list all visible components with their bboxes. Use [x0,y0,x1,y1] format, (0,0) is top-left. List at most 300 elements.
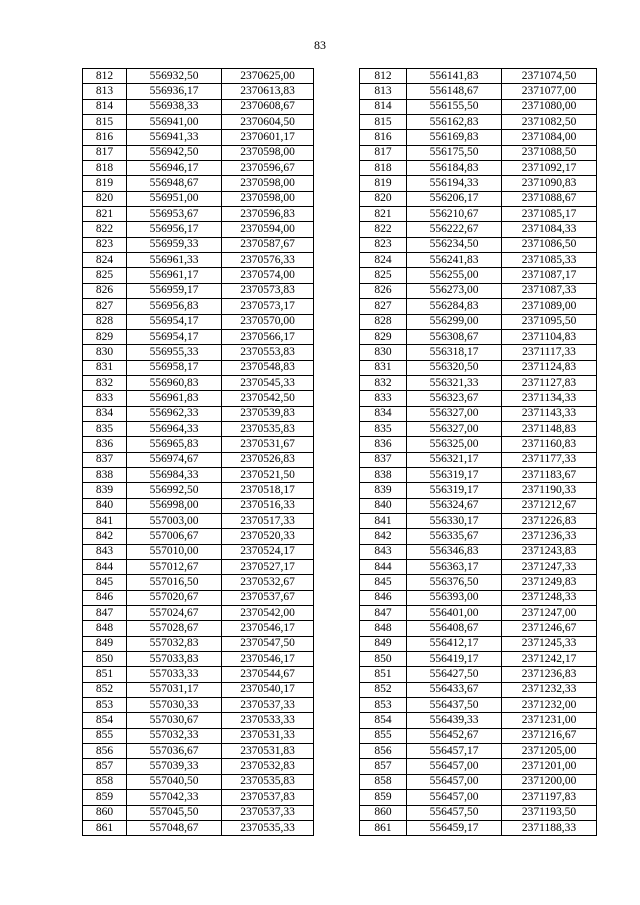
left-point-number-cell: 847 [83,606,127,621]
table-row [83,299,597,314]
right-point-number-cell: 842 [360,529,407,544]
left-point-number-cell: 823 [83,237,127,252]
right-point-number-cell: 860 [360,805,407,820]
left-y-coordinate-cell: 2370587,67 [222,237,314,252]
right-x-coordinate-cell: 556206,17 [407,191,502,206]
right-x-coordinate-cell: 556321,33 [407,375,502,390]
right-x-coordinate-cell: 556324,67 [407,498,502,513]
column-gap [314,69,360,84]
table-row [83,467,597,482]
left-y-coordinate-cell: 2370601,17 [222,130,314,145]
table-row [83,667,597,682]
column-gap [314,682,360,697]
right-point-number-cell: 848 [360,621,407,636]
right-point-number-cell: 829 [360,329,407,344]
right-y-coordinate-cell: 2371134,33 [502,391,597,406]
left-y-coordinate-cell: 2370535,83 [222,774,314,789]
left-point-number-cell: 828 [83,314,127,329]
table-row [83,498,597,513]
column-gap [314,360,360,375]
left-y-coordinate-cell: 2370598,00 [222,145,314,160]
left-y-coordinate-cell: 2370533,33 [222,713,314,728]
table-row [83,268,597,283]
left-y-coordinate-cell: 2370532,67 [222,575,314,590]
left-y-coordinate-cell: 2370527,17 [222,560,314,575]
left-point-number-cell: 841 [83,513,127,528]
left-point-number-cell: 812 [83,69,127,84]
left-y-coordinate-cell: 2370574,00 [222,268,314,283]
right-x-coordinate-cell: 556327,00 [407,406,502,421]
left-x-coordinate-cell: 557033,33 [127,667,222,682]
left-x-coordinate-cell: 557028,67 [127,621,222,636]
left-x-coordinate-cell: 556974,67 [127,452,222,467]
left-y-coordinate-cell: 2370548,83 [222,360,314,375]
table-row [83,207,597,222]
column-gap [314,498,360,513]
left-y-coordinate-cell: 2370613,83 [222,84,314,99]
left-x-coordinate-cell: 556962,33 [127,406,222,421]
right-x-coordinate-cell: 556241,83 [407,253,502,268]
left-point-number-cell: 840 [83,498,127,513]
right-y-coordinate-cell: 2371197,83 [502,790,597,805]
table-row [83,375,597,390]
left-y-coordinate-cell: 2370544,67 [222,667,314,682]
right-point-number-cell: 836 [360,437,407,452]
left-point-number-cell: 861 [83,820,127,835]
right-point-number-cell: 853 [360,698,407,713]
left-point-number-cell: 842 [83,529,127,544]
right-x-coordinate-cell: 556319,17 [407,467,502,482]
right-x-coordinate-cell: 556330,17 [407,513,502,528]
right-point-number-cell: 830 [360,345,407,360]
column-gap [314,774,360,789]
right-y-coordinate-cell: 2371242,17 [502,652,597,667]
column-gap [314,529,360,544]
column-gap [314,667,360,682]
right-y-coordinate-cell: 2371104,83 [502,329,597,344]
left-y-coordinate-cell: 2370546,17 [222,621,314,636]
table-row [83,253,597,268]
left-x-coordinate-cell: 557003,00 [127,513,222,528]
table-row [83,222,597,237]
column-gap [314,207,360,222]
right-y-coordinate-cell: 2371232,00 [502,698,597,713]
right-x-coordinate-cell: 556346,83 [407,544,502,559]
left-point-number-cell: 860 [83,805,127,820]
right-point-number-cell: 812 [360,69,407,84]
table-row [83,621,597,636]
left-y-coordinate-cell: 2370545,33 [222,375,314,390]
right-point-number-cell: 835 [360,421,407,436]
left-y-coordinate-cell: 2370517,33 [222,513,314,528]
right-y-coordinate-cell: 2371248,33 [502,590,597,605]
left-y-coordinate-cell: 2370540,17 [222,682,314,697]
left-y-coordinate-cell: 2370531,67 [222,437,314,452]
right-point-number-cell: 821 [360,207,407,222]
right-y-coordinate-cell: 2371127,83 [502,375,597,390]
column-gap [314,513,360,528]
right-y-coordinate-cell: 2371089,00 [502,299,597,314]
right-point-number-cell: 855 [360,728,407,743]
right-y-coordinate-cell: 2371084,33 [502,222,597,237]
left-point-number-cell: 853 [83,698,127,713]
left-x-coordinate-cell: 557039,33 [127,759,222,774]
table-row [83,759,597,774]
table-row [83,69,597,84]
left-point-number-cell: 850 [83,652,127,667]
right-y-coordinate-cell: 2371085,17 [502,207,597,222]
column-gap [314,483,360,498]
table-row [83,652,597,667]
left-x-coordinate-cell: 556954,17 [127,314,222,329]
left-x-coordinate-cell: 557032,83 [127,636,222,651]
left-point-number-cell: 833 [83,391,127,406]
right-y-coordinate-cell: 2371087,17 [502,268,597,283]
left-x-coordinate-cell: 556998,00 [127,498,222,513]
column-gap [314,744,360,759]
left-x-coordinate-cell: 556932,50 [127,69,222,84]
right-x-coordinate-cell: 556321,17 [407,452,502,467]
right-y-coordinate-cell: 2371246,67 [502,621,597,636]
left-x-coordinate-cell: 556960,83 [127,375,222,390]
table-row [83,437,597,452]
column-gap [314,621,360,636]
column-gap [314,161,360,176]
left-x-coordinate-cell: 557040,50 [127,774,222,789]
right-point-number-cell: 843 [360,544,407,559]
table-row [83,636,597,651]
right-x-coordinate-cell: 556419,17 [407,652,502,667]
column-gap [314,606,360,621]
right-point-number-cell: 851 [360,667,407,682]
left-y-coordinate-cell: 2370537,33 [222,698,314,713]
right-x-coordinate-cell: 556457,00 [407,790,502,805]
left-x-coordinate-cell: 557010,00 [127,544,222,559]
left-point-number-cell: 835 [83,421,127,436]
right-x-coordinate-cell: 556141,83 [407,69,502,84]
right-x-coordinate-cell: 556325,00 [407,437,502,452]
right-y-coordinate-cell: 2371216,67 [502,728,597,743]
left-x-coordinate-cell: 557020,67 [127,590,222,605]
table-row [83,237,597,252]
right-y-coordinate-cell: 2371160,83 [502,437,597,452]
table-row [83,513,597,528]
right-point-number-cell: 819 [360,176,407,191]
left-y-coordinate-cell: 2370594,00 [222,222,314,237]
right-y-coordinate-cell: 2371249,83 [502,575,597,590]
table-row [83,698,597,713]
column-gap [314,99,360,114]
column-gap [314,467,360,482]
table-row [83,84,597,99]
left-y-coordinate-cell: 2370537,33 [222,805,314,820]
left-y-coordinate-cell: 2370573,83 [222,283,314,298]
right-y-coordinate-cell: 2371201,00 [502,759,597,774]
column-gap [314,130,360,145]
right-point-number-cell: 849 [360,636,407,651]
right-x-coordinate-cell: 556363,17 [407,560,502,575]
left-point-number-cell: 852 [83,682,127,697]
table-row [83,774,597,789]
table-row [83,283,597,298]
left-y-coordinate-cell: 2370539,83 [222,406,314,421]
left-point-number-cell: 831 [83,360,127,375]
left-point-number-cell: 821 [83,207,127,222]
right-x-coordinate-cell: 556376,50 [407,575,502,590]
right-y-coordinate-cell: 2371243,83 [502,544,597,559]
right-point-number-cell: 854 [360,713,407,728]
right-x-coordinate-cell: 556452,67 [407,728,502,743]
left-x-coordinate-cell: 557032,33 [127,728,222,743]
left-y-coordinate-cell: 2370532,83 [222,759,314,774]
left-point-number-cell: 849 [83,636,127,651]
left-x-coordinate-cell: 557016,50 [127,575,222,590]
right-y-coordinate-cell: 2371200,00 [502,774,597,789]
left-x-coordinate-cell: 556965,83 [127,437,222,452]
right-point-number-cell: 846 [360,590,407,605]
right-y-coordinate-cell: 2371080,00 [502,99,597,114]
left-point-number-cell: 827 [83,299,127,314]
column-gap [314,805,360,820]
right-x-coordinate-cell: 556335,67 [407,529,502,544]
right-x-coordinate-cell: 556255,00 [407,268,502,283]
page-number: 83 [314,38,326,52]
left-point-number-cell: 819 [83,176,127,191]
right-point-number-cell: 832 [360,375,407,390]
left-x-coordinate-cell: 557045,50 [127,805,222,820]
table-row [83,314,597,329]
left-point-number-cell: 815 [83,115,127,130]
left-point-number-cell: 832 [83,375,127,390]
left-point-number-cell: 844 [83,560,127,575]
right-point-number-cell: 813 [360,84,407,99]
right-point-number-cell: 816 [360,130,407,145]
left-y-coordinate-cell: 2370542,50 [222,391,314,406]
table-row [83,145,597,160]
left-x-coordinate-cell: 557030,33 [127,698,222,713]
right-y-coordinate-cell: 2371212,67 [502,498,597,513]
left-y-coordinate-cell: 2370526,83 [222,452,314,467]
left-y-coordinate-cell: 2370608,67 [222,99,314,114]
left-x-coordinate-cell: 557031,17 [127,682,222,697]
right-y-coordinate-cell: 2371090,83 [502,176,597,191]
left-point-number-cell: 854 [83,713,127,728]
left-x-coordinate-cell: 557033,83 [127,652,222,667]
right-y-coordinate-cell: 2371148,83 [502,421,597,436]
right-point-number-cell: 822 [360,222,407,237]
coordinates-table [82,68,597,836]
left-y-coordinate-cell: 2370535,33 [222,820,314,835]
left-x-coordinate-cell: 556959,17 [127,283,222,298]
left-point-number-cell: 830 [83,345,127,360]
right-y-coordinate-cell: 2371183,67 [502,467,597,482]
right-x-coordinate-cell: 556234,50 [407,237,502,252]
column-gap [314,176,360,191]
left-x-coordinate-cell: 556936,17 [127,84,222,99]
right-x-coordinate-cell: 556320,50 [407,360,502,375]
column-gap [314,237,360,252]
left-y-coordinate-cell: 2370596,67 [222,161,314,176]
table-row [83,544,597,559]
left-x-coordinate-cell: 556946,17 [127,161,222,176]
right-y-coordinate-cell: 2371088,50 [502,145,597,160]
left-x-coordinate-cell: 557042,33 [127,790,222,805]
table-row [83,790,597,805]
table-row [83,575,597,590]
right-x-coordinate-cell: 556194,33 [407,176,502,191]
right-point-number-cell: 857 [360,759,407,774]
left-point-number-cell: 834 [83,406,127,421]
left-point-number-cell: 820 [83,191,127,206]
right-y-coordinate-cell: 2371236,83 [502,667,597,682]
left-y-coordinate-cell: 2370598,00 [222,176,314,191]
right-point-number-cell: 820 [360,191,407,206]
right-y-coordinate-cell: 2371231,00 [502,713,597,728]
left-y-coordinate-cell: 2370566,17 [222,329,314,344]
left-point-number-cell: 843 [83,544,127,559]
left-point-number-cell: 848 [83,621,127,636]
right-x-coordinate-cell: 556323,67 [407,391,502,406]
column-gap [314,345,360,360]
table-row [83,421,597,436]
left-point-number-cell: 857 [83,759,127,774]
left-y-coordinate-cell: 2370531,33 [222,728,314,743]
right-y-coordinate-cell: 2371188,33 [502,820,597,835]
column-gap [314,329,360,344]
right-point-number-cell: 847 [360,606,407,621]
right-x-coordinate-cell: 556393,00 [407,590,502,605]
right-x-coordinate-cell: 556457,17 [407,744,502,759]
right-x-coordinate-cell: 556408,67 [407,621,502,636]
right-point-number-cell: 852 [360,682,407,697]
table-row [83,345,597,360]
left-y-coordinate-cell: 2370553,83 [222,345,314,360]
left-x-coordinate-cell: 556954,17 [127,329,222,344]
right-x-coordinate-cell: 556155,50 [407,99,502,114]
column-gap [314,575,360,590]
left-x-coordinate-cell: 556956,17 [127,222,222,237]
column-gap [314,437,360,452]
table-row [83,682,597,697]
table-row [83,728,597,743]
right-x-coordinate-cell: 556273,00 [407,283,502,298]
right-y-coordinate-cell: 2371245,33 [502,636,597,651]
right-x-coordinate-cell: 556439,33 [407,713,502,728]
right-x-coordinate-cell: 556284,83 [407,299,502,314]
right-y-coordinate-cell: 2371092,17 [502,161,597,176]
left-point-number-cell: 838 [83,467,127,482]
left-point-number-cell: 836 [83,437,127,452]
left-point-number-cell: 817 [83,145,127,160]
table-row [83,560,597,575]
right-y-coordinate-cell: 2371084,00 [502,130,597,145]
right-y-coordinate-cell: 2371077,00 [502,84,597,99]
column-gap [314,652,360,667]
right-x-coordinate-cell: 556457,00 [407,759,502,774]
left-x-coordinate-cell: 556961,17 [127,268,222,283]
right-y-coordinate-cell: 2371247,33 [502,560,597,575]
left-y-coordinate-cell: 2370625,00 [222,69,314,84]
left-x-coordinate-cell: 556961,33 [127,253,222,268]
right-x-coordinate-cell: 556222,67 [407,222,502,237]
column-gap [314,268,360,283]
left-x-coordinate-cell: 557036,67 [127,744,222,759]
left-y-coordinate-cell: 2370516,33 [222,498,314,513]
left-x-coordinate-cell: 557048,67 [127,820,222,835]
column-gap [314,590,360,605]
right-y-coordinate-cell: 2371236,33 [502,529,597,544]
right-point-number-cell: 861 [360,820,407,835]
table-row [83,590,597,605]
table-row [83,606,597,621]
column-gap [314,314,360,329]
left-point-number-cell: 824 [83,253,127,268]
column-gap [314,759,360,774]
right-y-coordinate-cell: 2371226,83 [502,513,597,528]
left-x-coordinate-cell: 556955,33 [127,345,222,360]
right-point-number-cell: 856 [360,744,407,759]
right-y-coordinate-cell: 2371074,50 [502,69,597,84]
table-row [83,483,597,498]
right-point-number-cell: 818 [360,161,407,176]
left-x-coordinate-cell: 556992,50 [127,483,222,498]
right-point-number-cell: 817 [360,145,407,160]
column-gap [314,191,360,206]
left-point-number-cell: 822 [83,222,127,237]
right-x-coordinate-cell: 556319,17 [407,483,502,498]
column-gap [314,421,360,436]
right-y-coordinate-cell: 2371177,33 [502,452,597,467]
left-point-number-cell: 818 [83,161,127,176]
left-x-coordinate-cell: 556959,33 [127,237,222,252]
left-x-coordinate-cell: 556953,67 [127,207,222,222]
table-row [83,115,597,130]
right-y-coordinate-cell: 2371190,33 [502,483,597,498]
right-x-coordinate-cell: 556175,50 [407,145,502,160]
right-point-number-cell: 825 [360,268,407,283]
right-y-coordinate-cell: 2371082,50 [502,115,597,130]
right-point-number-cell: 815 [360,115,407,130]
left-y-coordinate-cell: 2370546,17 [222,652,314,667]
left-y-coordinate-cell: 2370535,83 [222,421,314,436]
right-x-coordinate-cell: 556327,00 [407,421,502,436]
right-x-coordinate-cell: 556401,00 [407,606,502,621]
right-point-number-cell: 823 [360,237,407,252]
table-row [83,191,597,206]
left-point-number-cell: 859 [83,790,127,805]
right-x-coordinate-cell: 556162,83 [407,115,502,130]
right-x-coordinate-cell: 556459,17 [407,820,502,835]
left-point-number-cell: 846 [83,590,127,605]
table-row [83,391,597,406]
left-x-coordinate-cell: 556938,33 [127,99,222,114]
right-y-coordinate-cell: 2371232,33 [502,682,597,697]
right-point-number-cell: 828 [360,314,407,329]
right-x-coordinate-cell: 556457,50 [407,805,502,820]
column-gap [314,375,360,390]
left-x-coordinate-cell: 556951,00 [127,191,222,206]
table-row [83,130,597,145]
right-point-number-cell: 824 [360,253,407,268]
left-y-coordinate-cell: 2370518,17 [222,483,314,498]
right-point-number-cell: 841 [360,513,407,528]
left-point-number-cell: 839 [83,483,127,498]
left-y-coordinate-cell: 2370524,17 [222,544,314,559]
table-row [83,360,597,375]
left-point-number-cell: 856 [83,744,127,759]
left-x-coordinate-cell: 556948,67 [127,176,222,191]
right-x-coordinate-cell: 556412,17 [407,636,502,651]
